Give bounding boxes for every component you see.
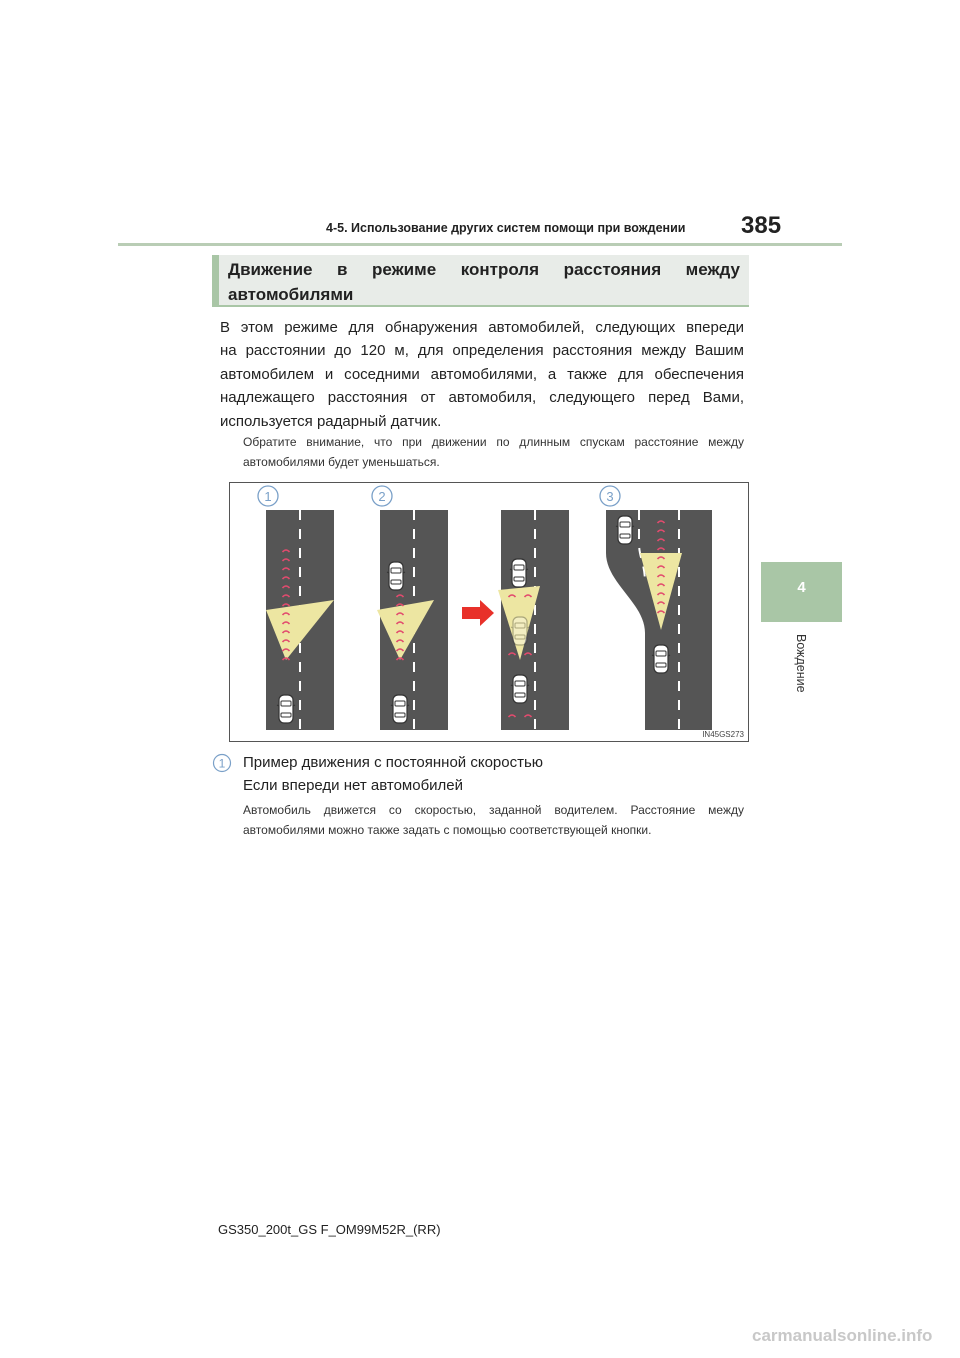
example-1-title: [243, 751, 543, 797]
chapter-label: [790, 634, 812, 724]
chapter-tab[interactable]: [761, 562, 842, 622]
marker-2: 2: [378, 489, 386, 504]
marker-3: 3: [606, 489, 614, 504]
arrow-right-icon: [462, 600, 494, 626]
body-line: В этом режиме для обнаружения автомобилей, следующих впереди: [220, 319, 744, 336]
example-note-line: Автомобиль движется со скоростью, заданной водителем. Расстояние между: [243, 803, 744, 817]
figure-code: IN45GS273: [702, 730, 744, 739]
section-heading: [212, 255, 749, 307]
example-1-number: 1: [218, 756, 226, 771]
own-car: [511, 675, 529, 703]
marker-1: 1: [264, 489, 272, 504]
note-line: автомобилями будет уменьшаться.: [243, 455, 440, 469]
preceding-car: [510, 559, 528, 587]
running-header-section: 4-5. Использование других систем помощи при вождении: [326, 221, 686, 235]
section-heading-line-2: автомобилями: [228, 285, 354, 304]
body-line: автомобилем и соседними автомобилями, а также для обеспечения: [220, 365, 744, 383]
example-note-line: автомобилями можно также задать с помощью соответствующей кнопки.: [243, 823, 652, 837]
example-1-title-line-1: Пример движения с постоянной скоростью: [243, 754, 544, 771]
own-car-ghost: [511, 617, 529, 645]
radar-illustration: [229, 482, 749, 742]
body-line: используется радарный датчик.: [220, 412, 442, 430]
preceding-car: [387, 562, 405, 590]
example-1-marker-icon: [212, 753, 232, 773]
body-paragraph: [220, 316, 744, 433]
chapter-label-text: Вождение: [794, 634, 808, 693]
merging-car: [616, 516, 634, 544]
section-heading-line-1: Движение в режиме контроля расстояния между: [228, 260, 740, 279]
watermark: carmanualsonline.info: [752, 1326, 933, 1345]
note-paragraph: [243, 432, 744, 472]
document-code: GS350_200t_GS F_OM99M52R_(RR): [218, 1222, 441, 1237]
body-line: надлежащего расстояния от автомобиля, следующего перед Вами,: [220, 389, 744, 407]
header-divider: [118, 243, 842, 246]
example-1-title-line-2: Если впереди нет автомобилей: [243, 777, 464, 794]
own-car: [652, 645, 670, 673]
chapter-number: 4: [797, 579, 806, 596]
example-1-note: [243, 800, 744, 840]
own-car: [391, 695, 409, 723]
note-line: Обратите внимание, что при движении по длинным спускам расстояние между: [243, 435, 744, 449]
body-line: на расстоянии до 120 м, для определения расстояния между Вашим: [220, 342, 744, 360]
own-car: [277, 695, 295, 723]
page-number: 385: [741, 212, 782, 239]
radar-illustration-svg: [230, 483, 748, 741]
